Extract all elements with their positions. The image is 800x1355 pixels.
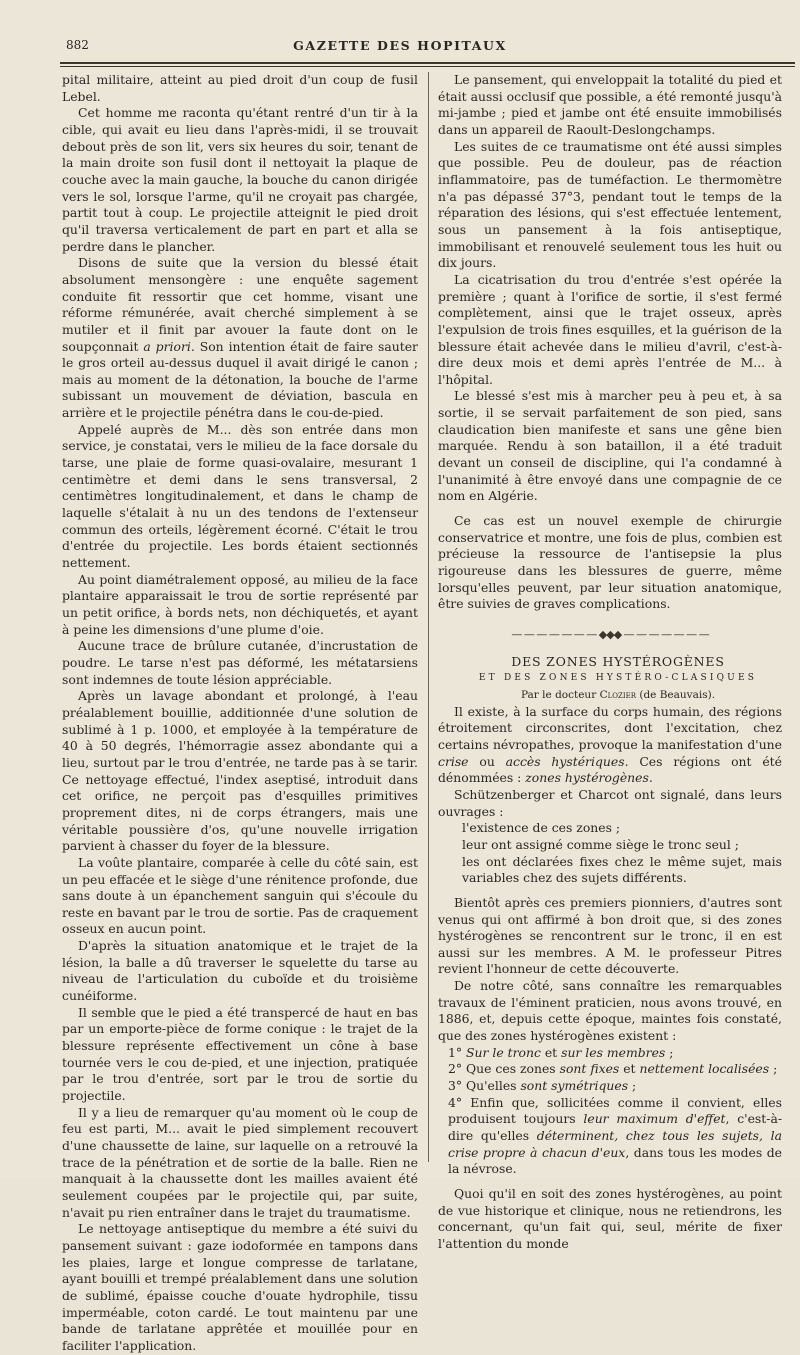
paragraph: [438, 978, 782, 1045]
numbered-item: [438, 1078, 782, 1095]
emphasis: crise: [438, 753, 469, 769]
paragraph-text: . Son intention était de faire sauter le gros orteil au-dessus duquel il avait dirigé le canon ; mais au moment de la détonation, la bouche de l'arme subissant un mouvement de déviation, bascula en arrière et le projectile pénétra dans le cou-de-pied.: [62, 338, 418, 421]
paragraph-text: . Ces régions ont été dénommées :: [438, 753, 782, 786]
paragraph-text: Bientôt après ces premiers pionniers, d'autres sont venus qui ont affirmé à bon droit que, si des zones hystérogènes se rencontrent sur le tronc, il en est aussi sur les membres. A M. le professeur Pitres revient l'honneur de cette découverte.: [438, 894, 782, 977]
paragraph-text: ou: [468, 753, 506, 769]
left-column: [62, 72, 418, 1355]
paragraph-text: De notre côté, sans connaître les remarquables travaux de l'éminent praticien, nous avons trouvé, en 1886, et, depuis cette époque, maintes fois constaté, que des zones hystérogènes existent :: [438, 978, 782, 1044]
paragraph-text: ;: [628, 1078, 637, 1094]
paragraph-text: et: [619, 1061, 640, 1077]
author-prefix: Par le docteur: [520, 688, 597, 701]
emphasis: déterminent, chez tous les sujets, la crise propre à chacun d'eux: [448, 1128, 783, 1160]
paragraph: D'après la situation anatomique et le trajet de la lésion, la balle a dû traverser le squelette du tarse au niveau de l'articulation du cuboïde et du troisième cunéiforme.: [62, 938, 418, 1004]
paragraph: Appelé auprès de M... dès son entrée dans mon service, je constatai, vers le milieu de la face dorsale du tarse, une plaie de forme quasi-ovalaire, mesurant 1 centimètre et demi dans le sens transversal, 2 centimètres longitudinalement, et dans le champ de laquelle s'étalait à nu un des tendons de l'extenseur commun des orteils, légèrement écorné. C'était le trou d'entrée du projectile. Les bords étaient sectionnés nettement.: [62, 421, 418, 571]
paragraph: Le nettoyage antiseptique du membre a été suivi du pansement suivant : gaze iodoformée en tampons dans les plaies, large et longue compresse de tarlatane, ayant bouilli et trempé préalablement dans une solution de sublimé, épaisse couche d'ouate hydrophile, tissu imperméable, coton cardé. Le tout maintenu par une bande de tarlatane apprêtée et mouillée pour en faciliter l'application.: [62, 1221, 418, 1353]
section-separator: — — — — — — — ◆◆◆ — — — — — — —: [511, 628, 709, 641]
paragraph-text: , c'est-à-dire qu'elles: [448, 1111, 783, 1144]
right-column: [438, 72, 782, 1253]
paragraph: Au point diamétralement opposé, au milieu de la face plantaire apparaissait le trou de sortie représenté par un petit orifice, à bords nets, non déchiquetés, et ayant à peine les dimensions d'une plume d'oie.: [62, 571, 418, 637]
page-number: 882: [66, 38, 89, 52]
author-suffix: (de Beauvais).: [639, 688, 716, 701]
paragraph-text: ;: [769, 1061, 778, 1077]
emphasis: a priori: [143, 338, 191, 354]
header-rule-thick: [60, 62, 795, 64]
paragraph-text: l'existence de ces zones ;: [462, 820, 621, 836]
paragraph-text: 3° Qu'elles: [448, 1078, 521, 1094]
paragraph-text: ;: [665, 1044, 674, 1060]
paragraph: Le blessé s'est mis à marcher peu à peu et, à sa sortie, il se servait parfaitement de son pied, sans claudication bien manifeste et sans une gêne bien marquée. Rendu à son bataillon, il a été traduit devant un conseil de discipline, qui l'a condamné à l'unanimité à être envoyé dans une compagnie de ce nom en Algérie.: [438, 388, 782, 504]
emphasis: nettement localisées: [639, 1061, 770, 1077]
article-title: DES ZONES HYSTÉROGÈNES: [511, 653, 725, 669]
paragraph: Le pansement, qui enveloppait la totalité du pied et était aussi occlusif que possible, a été remonté jusqu'à mi-jambe ; pied et jambe ont été ensuite immobilisés dans un appareil de Raoult-Deslongchamps.: [438, 72, 782, 137]
paragraph: La voûte plantaire, comparée à celle du côté sain, est un peu effacée et le siège d'une rénitence profonde, due sans doute à un épanchement sanguin qui s'écoule du reste en bavant par le trou de sortie. Pas de craquement osseux en aucun point.: [62, 854, 418, 937]
emphasis: sur les membres: [561, 1044, 666, 1060]
paragraph-text: Disons de suite que la version du blessé était absolument mensongère : une enquête sagement conduite fit ressortir que cet homme, visant une réforme rémunérée, avait cherché simplement à se mutiler et il finit par avouer la faute dont on le soupçonnait: [62, 255, 418, 354]
journal-title: GAZETTE DES HOPITAUX: [293, 38, 507, 53]
paragraph: [438, 895, 782, 978]
article-subtitle: ET DES ZONES HYSTÉRO-CLASIQUES: [478, 673, 758, 684]
numbered-item: [438, 1045, 782, 1062]
emphasis: accès hystériques: [505, 753, 625, 769]
author-name: Clozier: [599, 688, 636, 701]
paragraph: Les suites de ce traumatisme ont été aussi simples que possible. Peu de douleur, pas de réaction inflammatoire, pas de tuméfaction. Le thermomètre n'a pas dépassé 37°3, pendant tout le temps de la réparation des lésions, qui s'est effectuée lentement, sous un pansement à la fois antiseptique, immobilisant et renouvelé seulement tous les huit ou dix jours.: [438, 138, 782, 271]
paragraph: Il semble que le pied a été transpercé de haut en bas par un emporte-pièce de forme conique : le trajet de la blessure représente effectivement un cône à base tournée vers le cou de-pied, et une injection, pratiquée par le trou d'entrée, sort par le trou de sortie du projectile.: [62, 1004, 418, 1104]
emphasis: sont fixes: [559, 1061, 620, 1077]
paragraph-text: et: [540, 1044, 562, 1060]
paragraph: [438, 787, 782, 820]
paragraph-text: les ont déclarées fixes chez le même sujet, mais variables chez des sujets différents.: [462, 853, 782, 886]
paragraph-text: Schützenberger et Charcot ont signalé, dans leurs ouvrages :: [438, 786, 782, 819]
numbered-item: [438, 1061, 782, 1078]
paragraph-text: 4° Enfin que, sollicitées comme il convient, elles produisent toujours: [448, 1094, 782, 1127]
paragraph-text: Il existe, à la surface du corps humain, des régions étroitement circonscrites, dont l'excitation, chez certains névropathes, provoque la manifestation d'une: [438, 703, 782, 752]
list-item: [438, 820, 782, 837]
paragraph: Après un lavage abondant et prolongé, à l'eau préalablement bouillie, additionnée d'une solution de sublimé à 1 p. 1000, et employée à la température de 40 à 50 degrés, l'hémorragie assez abondante qui a lieu, surtout par le trou d'entrée, ne tarde pas à se tarir. Ce nettoyage effectué, l'index aseptisé, introduit dans cet orifice, ne perçoit pas d'esquilles primitives proprement dites, ni de corps étrangers, mais une véritable poussière d'os, qu'une nouvelle irrigation parvient à chasser du foyer de la blessure.: [62, 688, 418, 854]
article-body: [438, 704, 782, 1253]
article-byline: [438, 687, 782, 704]
paragraph-text: 1°: [448, 1044, 467, 1060]
paragraph-text: Quoi qu'il en soit des zones hystérogènes, au point de vue historique et clinique, nous ne retiendrons, les concernant, qu'un fait qui, seul, mérite de fixer l'attention du monde: [438, 1186, 782, 1251]
case-report-conclusion: [438, 72, 782, 613]
paragraph: [438, 704, 782, 787]
list-item: [438, 854, 782, 887]
paragraph-text: 2° Que ces zones: [448, 1061, 560, 1077]
paragraph: Cet homme me raconta qu'étant rentré d'un tir à la cible, qui avait eu lieu dans l'après-midi, il se trouvait debout près de son lit, vers six heures du soir, tenant de la main droite son fusil dont il nettoyait la plaque de couche avec la main gauche, la bouche du canon dirigée vers le sol, lorsque l'arme, qu'il ne croyait pas chargée, partit tout à coup. Le projectile atteignit le pied droit qu'il traversa verticalement de part en part et alla se perdre dans le plancher.: [62, 105, 418, 254]
paragraph: pital militaire, atteint au pied droit d'un coup de fusil Lebel.: [62, 72, 418, 104]
numbered-item: [438, 1095, 782, 1178]
emphasis: Sur le tronc: [466, 1044, 541, 1060]
list-item: [438, 837, 782, 854]
paragraph: La cicatrisation du trou d'entrée s'est opérée la première ; quant à l'orifice de sortie, il s'est fermé complètement, ainsi que le trajet osseux, après l'expulsion de trois fines esquilles, et la guérison de la blessure était achevée dans le milieu d'avril, c'est-à-dire deux mois et demi après l'entrée de M... à l'hôpital.: [438, 271, 782, 387]
emphasis: sont symétriques: [520, 1078, 629, 1094]
emphasis: zones hystérogènes: [525, 770, 649, 786]
page-header: [0, 38, 800, 60]
paragraph: [62, 255, 418, 422]
paragraph-text: .: [648, 770, 653, 786]
paragraph: Il y a lieu de remarquer qu'au moment où le coup de feu est parti, M... avait le pied simplement recouvert d'une chaussette de laine, sur laquelle on a retrouvé la trace de la pénétration et de sortie de la balle. Rien ne manquait à la chaussette dont les mailles avaient été seulement coupées par le projectile qui, par suite, n'avait pu rien entraîner dans le trajet du traumatisme.: [62, 1104, 418, 1220]
header-rule-thin: [60, 66, 795, 67]
emphasis: leur maximum d'effet: [583, 1111, 726, 1127]
column-divider: [428, 72, 429, 1162]
paragraph-text: leur ont assigné comme siège le tronc seul ;: [462, 836, 739, 852]
paragraph: [438, 1186, 782, 1253]
paragraph-text: , dans tous les modes de la névrose.: [448, 1144, 782, 1177]
paragraph: Ce cas est un nouvel exemple de chirurgie conservatrice et montre, une fois de plus, combien est précieuse la ressource de l'antisepsie la plus rigoureuse dans les blessures de guerre, même lorsqu'elles peuvent, par leur situation anatomique, être suivies de graves complications.: [438, 513, 782, 612]
paragraph: Aucune trace de brûlure cutanée, d'incrustation de poudre. Le tarse n'est pas déformé, les métatarsiens sont indemnes de toute lésion appréciable.: [62, 638, 418, 687]
